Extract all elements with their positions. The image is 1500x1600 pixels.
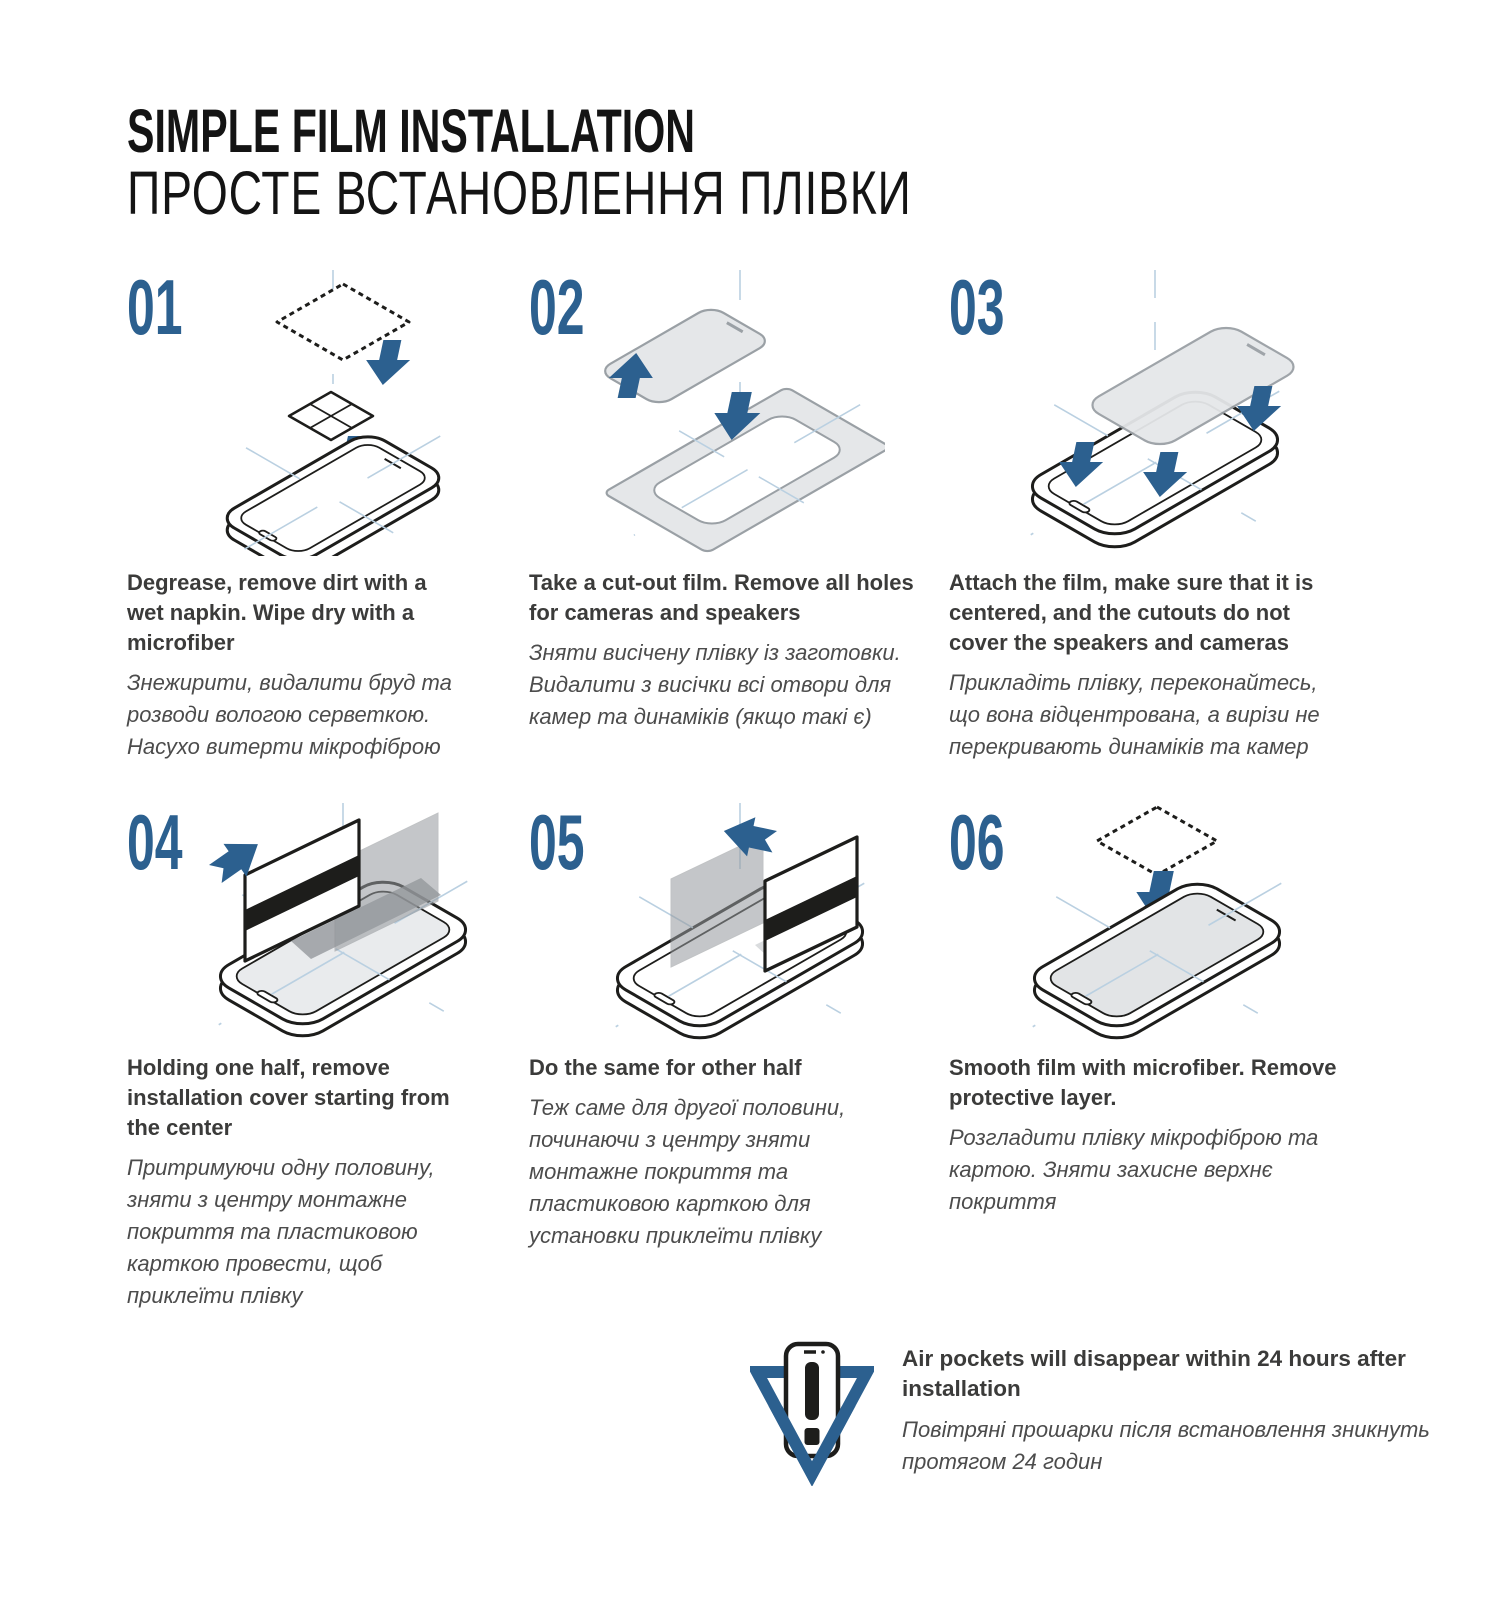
step-4-description: Притримуючи одну половину, зняти з центру монтажне покриття та пластиковою карткою провести, щоб приклеїти плівку xyxy=(127,1154,435,1309)
wipe-icon xyxy=(289,392,373,440)
step-1-description: Знежирити, видалити бруд та розводи вологою серветкою. Насухо витерти мікрофіброю xyxy=(127,669,452,759)
step-2-heading: Take a cut-out film. Remove all holes for cameras and speakers xyxy=(529,570,914,625)
step-4 xyxy=(127,799,529,1312)
step-4-heading: Holding one half, remove installation cover starting from the center xyxy=(127,1055,450,1140)
warning-heading: Air pockets will disappear within 24 hours after installation xyxy=(902,1346,1406,1401)
step-3-heading: Attach the film, make sure that it is centered, and the cutouts do not cover the speakers and cameras xyxy=(949,570,1314,655)
step-1 xyxy=(127,264,529,763)
arrow-down-icon xyxy=(361,340,415,385)
step-2-illustration cut-out-film-icon xyxy=(585,264,885,556)
napkin-icon xyxy=(1097,807,1217,875)
step-6-illustration smooth-film-icon xyxy=(1005,799,1305,1041)
step-3-illustration attach-film-icon xyxy=(1005,264,1305,556)
step-2-description: Зняти висічену плівку із заготовки. Видалити з висічки всі отвори для камер та динаміків (якщо такі є) xyxy=(529,639,901,730)
step-3-description: Прикладіть плівку, переконайтесь, що вона відцентрована, а вирізи не перекривають динаміків та камер xyxy=(949,669,1320,759)
step-3 xyxy=(949,264,1380,763)
step-3-number: 03 xyxy=(949,263,1005,351)
step-5-illustration other-half-icon xyxy=(585,799,885,1041)
warning-phone-icon xyxy=(750,1338,874,1486)
step-6-description: Розгладити плівку мікрофіброю та картою. Зняти захисне верхнє покриття xyxy=(949,1124,1319,1215)
title-en: SIMPLE FILM INSTALLATION xyxy=(127,97,696,165)
step-1-number: 01 xyxy=(127,263,183,351)
step-1-illustration clean-phone-icon xyxy=(183,264,483,556)
warning-description: Повітряні прошарки після встановлення зникнуть протягом 24 годин xyxy=(902,1416,1430,1474)
page-title xyxy=(127,97,1500,227)
step-5 xyxy=(529,799,949,1312)
step-6-number: 06 xyxy=(949,798,1005,887)
step-4-number: 04 xyxy=(127,798,183,887)
step-5-number: 05 xyxy=(529,798,585,887)
step-4-illustration remove-cover-icon xyxy=(183,799,483,1041)
step-5-description: Теж саме для другої половини, починаючи з центру зняти монтажне покриття та пластиковою карткою для установки приклеїти плівку xyxy=(529,1094,846,1249)
step-6-heading: Smooth film with microfiber. Remove protective layer. xyxy=(949,1055,1337,1110)
title-ua: ПРОСТЕ ВСТАНОВЛЕННЯ ПЛІВКИ xyxy=(127,159,912,227)
step-5-heading: Do the same for other half xyxy=(529,1055,802,1081)
step-6 xyxy=(949,799,1380,1312)
warning-note xyxy=(750,1338,1500,1486)
step-2-number: 02 xyxy=(529,263,585,351)
step-1-heading: Degrease, remove dirt with a wet napkin. Wipe dry with a microfiber xyxy=(127,570,427,655)
steps-grid xyxy=(127,264,1500,1312)
step-2 xyxy=(529,264,949,763)
